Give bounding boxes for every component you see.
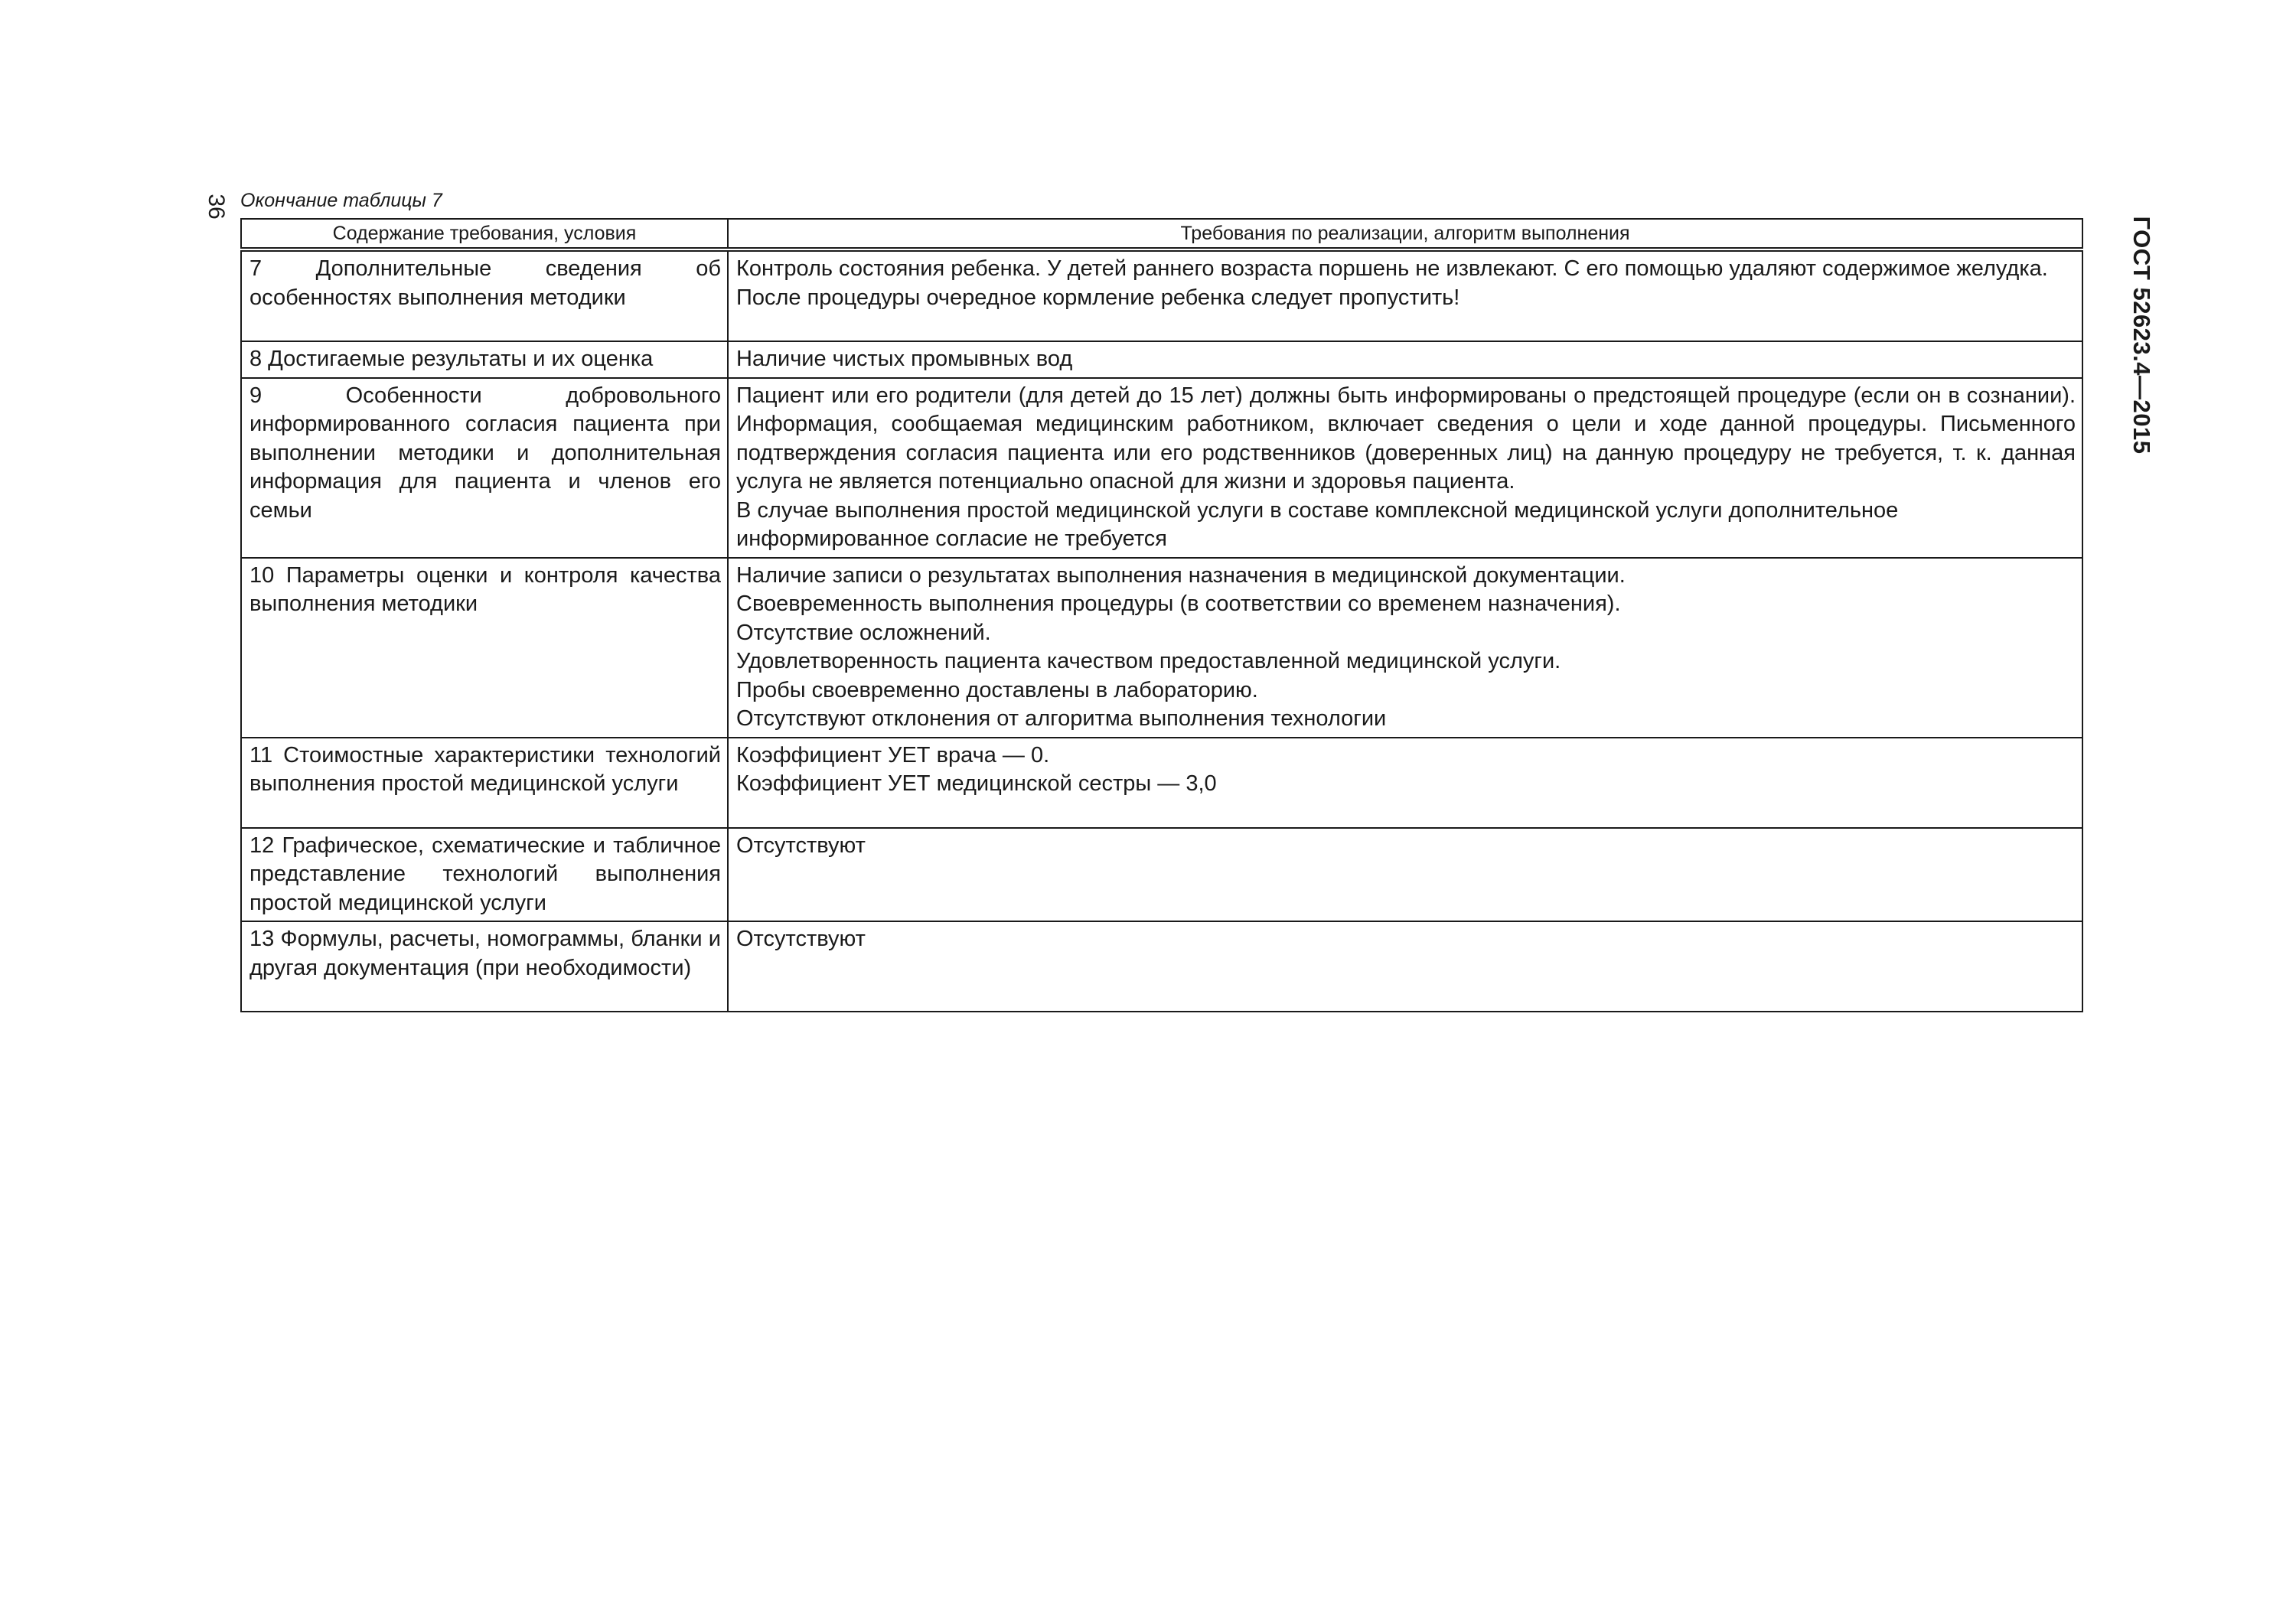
requirement-line: В случае выполнения простой медицинской услуги в составе комплексной медицинской услуги дополнительное информированное согласие не требуется	[736, 497, 1899, 551]
requirements-cell	[728, 378, 2082, 558]
page-number: 36	[204, 194, 229, 220]
requirement-line: Удовлетворенность пациента качеством предоставленной медицинской услуги.	[736, 649, 1561, 673]
condition-cell: 8 Достигаемые результаты и их оценка	[241, 341, 728, 378]
condition-cell: 9 Особенности добровольного информированного согласия пациента при выполнении методики и дополнительная информация для пациента и членов его семьи	[241, 378, 728, 558]
requirements-table	[240, 218, 2083, 1012]
requirement-line: Отсутствуют	[736, 927, 866, 951]
table-row	[241, 921, 2082, 1012]
requirement-line: После процедуры очередное кормление ребенка следует пропустить!	[736, 285, 1460, 310]
requirements-cell	[728, 828, 2082, 922]
requirements-cell	[728, 341, 2082, 378]
requirement-line: Наличие чистых промывных вод	[736, 347, 1073, 371]
table-row	[241, 378, 2082, 558]
condition-cell: 13 Формулы, расчеты, номограммы, бланки и другая документация (при необходимости)	[241, 921, 728, 1012]
requirement-line: Пациент или его родители (для детей до 15 лет) должны быть информированы о предстоящей процедуре (если он в сознании). Информация, сообщаемая медицинским работником, включает сведения о цели и ходе данной процедуры. Письменного подтверждения согласия пациента или его родственников (доверенных лиц) на данную процедуру не требуется, т. к. данная услуга не является потенциально опасной для жизни и здоровья пациента.	[736, 383, 2076, 494]
requirement-line: Отсутствуют отклонения от алгоритма выполнения технологии	[736, 706, 1387, 731]
table-row	[241, 341, 2082, 378]
condition-cell: 7 Дополнительные сведения об особенностях выполнения методики	[241, 249, 728, 341]
requirement-line: Отсутствуют	[736, 833, 866, 858]
table-row	[241, 249, 2082, 341]
column-header-condition: Содержание требования, условия	[241, 219, 728, 249]
requirement-line: Отсутствие осложнений.	[736, 620, 991, 645]
requirement-line: Своевременность выполнения процедуры (в соответствии со временем назначения).	[736, 592, 1621, 616]
requirements-cell	[728, 738, 2082, 828]
requirement-line: Коэффициент УЕТ медицинской сестры — 3,0	[736, 771, 1217, 796]
condition-cell: 10 Параметры оценки и контроля качества выполнения методики	[241, 558, 728, 738]
requirements-cell	[728, 921, 2082, 1012]
table-row	[241, 828, 2082, 922]
column-header-requirements: Требования по реализации, алгоритм выполнения	[728, 219, 2082, 249]
table-row	[241, 558, 2082, 738]
condition-cell: 11 Стоимостные характеристики технологий выполнения простой медицинской услуги	[241, 738, 728, 828]
table-caption: Окончание таблицы 7	[240, 190, 442, 211]
table-header-row	[241, 219, 2082, 249]
condition-cell: 12 Графическое, схематические и табличное представление технологий выполнения простой медицинской услуги	[241, 828, 728, 922]
document-code: ГОСТ 52623.4—2015	[2128, 216, 2155, 455]
requirement-line: Коэффициент УЕТ врача — 0.	[736, 742, 1050, 768]
requirement-line: Наличие записи о результатах выполнения назначения в медицинской документации.	[736, 562, 1626, 588]
requirements-cell	[728, 249, 2082, 341]
table-row	[241, 738, 2082, 828]
requirements-cell	[728, 558, 2082, 738]
requirement-line: Контроль состояния ребенка. У детей раннего возраста поршень не извлекают. С его помощью удаляют содержимое желудка.	[736, 256, 2048, 281]
requirement-line: Пробы своевременно доставлены в лабораторию.	[736, 677, 1258, 702]
